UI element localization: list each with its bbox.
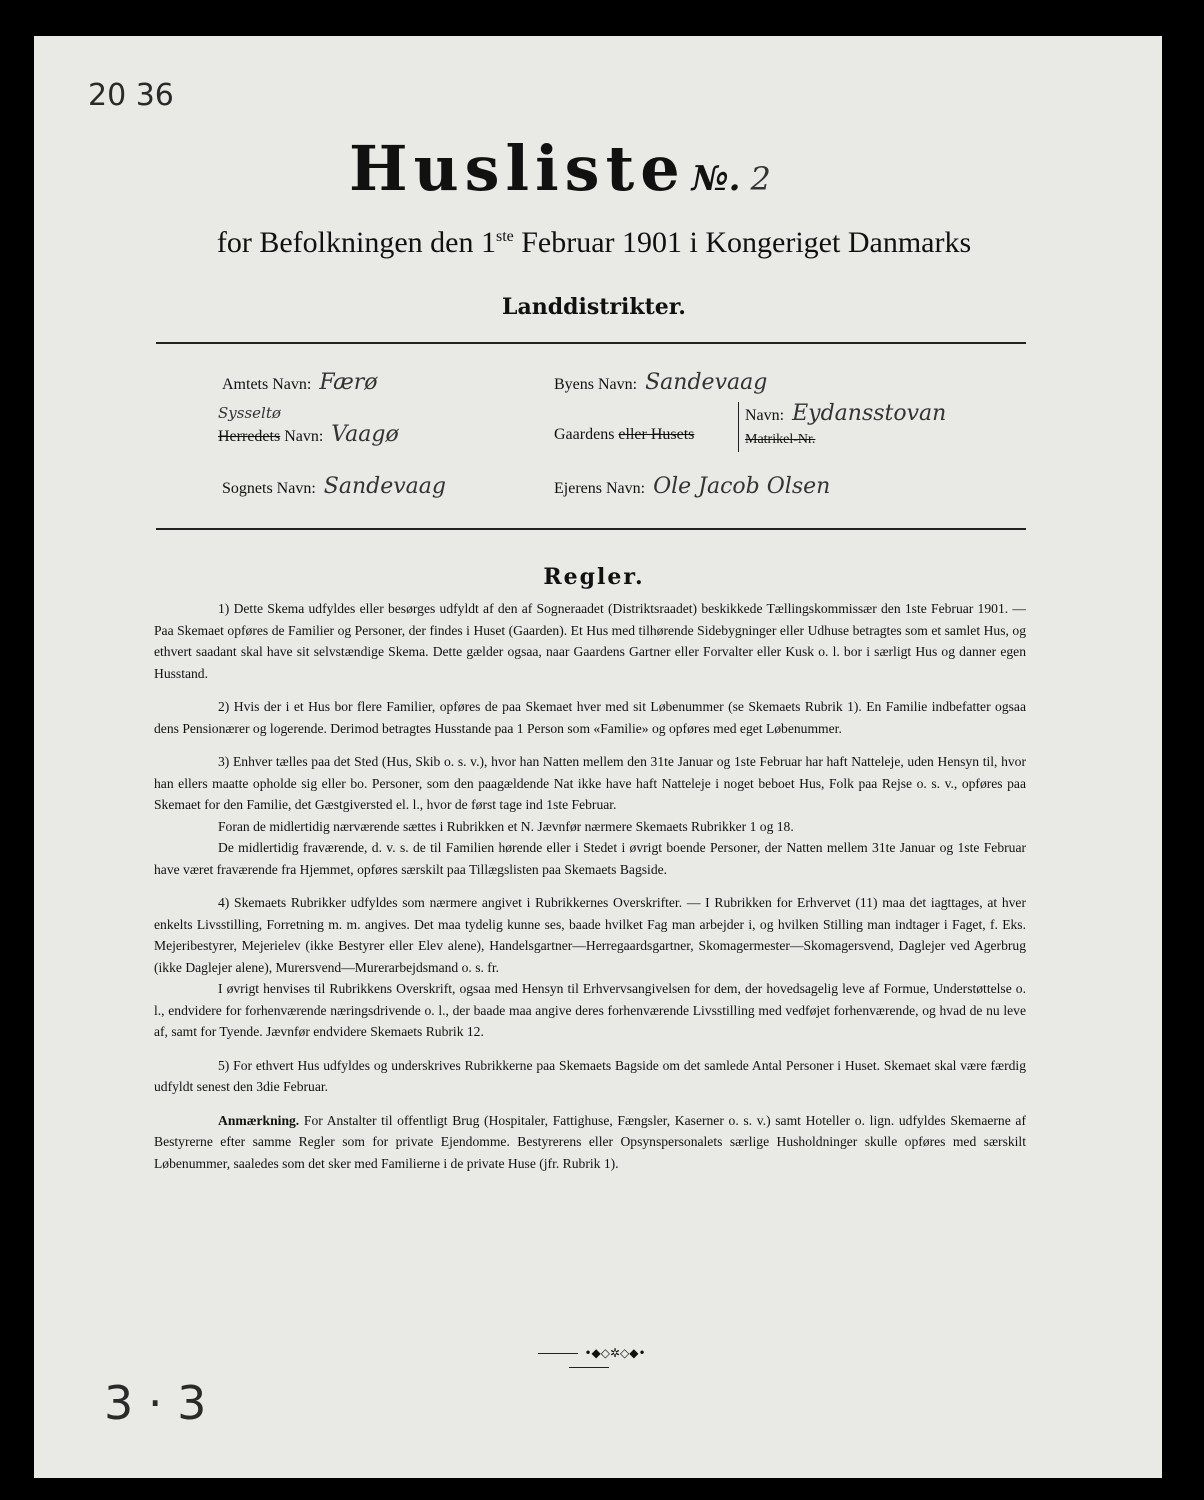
- annotation-label: Anmærkning.: [218, 1112, 300, 1128]
- navn-field: [738, 402, 946, 452]
- gaard-label-struck: eller Husets: [618, 426, 695, 443]
- form-subtitle: [164, 226, 1024, 260]
- form-subsubtitle: Landdistrikter.: [502, 294, 686, 320]
- gaard-field: [554, 426, 694, 444]
- ejer-label: Ejerens Navn:: [554, 480, 646, 497]
- annotation-note: [154, 1110, 1026, 1175]
- ejer-value: Ole Jacob Olsen: [653, 474, 831, 499]
- ornament-glyphs: •◆◇✲◇◆•: [584, 1346, 646, 1360]
- subtitle-post: Februar 1901 i Kongeriget Danmarks: [513, 226, 972, 259]
- subtitle-sup: ste: [495, 228, 514, 245]
- ejer-field: [554, 474, 830, 499]
- amt-label: Amtets Navn:: [222, 376, 312, 393]
- herred-label: Navn:: [284, 428, 324, 445]
- form-title: [349, 132, 909, 205]
- rules-heading: Regler.: [543, 564, 645, 590]
- top-divider: [156, 342, 1026, 344]
- rule-2: 2) Hvis der i et Hus bor flere Familier, opføres de paa Skemaet hver med sit Løbenummer (se Skemaets Rubrik 1). En Familie indbefatter ogsaa dens Pensionærer og logerende. Derimod betragtes Husstande paa 1 Person som «Familie» og opføres med eget Løbenummer.: [154, 699, 1026, 736]
- rule-3b: Foran de midlertidig nærværende sættes i Rubrikken et N. Jævnfør nærmere Skemaets Rubrikker 1 og 18.: [218, 818, 794, 834]
- amt-field: [222, 370, 378, 395]
- number-sign: №.: [691, 159, 741, 199]
- sogn-value: Sandevaag: [323, 474, 446, 499]
- annotation-text: For Anstalter til offentligt Brug (Hospitaler, Fattighuse, Fængsler, Kaserner o. s. v.) samt Hoteller o. lign. udfyldes Skemaerne af Bestyrerne efter samme Regler som for private Ejendomme. Bestyrerens eller Opsynspersonalets særlige Husholdninger skulle opføres med særskilt Løbenummer, saaledes som det sker med Familierne i de private Huse (jfr. Rubrik 1).: [154, 1112, 1026, 1171]
- herred-field: [218, 404, 399, 447]
- herred-label-struck: Herredets: [218, 428, 281, 445]
- pencil-annotation-bottom: 3 · 3: [104, 1376, 207, 1430]
- by-value: Sandevaag: [645, 370, 768, 395]
- gaard-label: Gaardens: [554, 426, 615, 443]
- subtitle-pre: for Befolkningen den 1: [216, 226, 496, 259]
- rule-4b: I øvrigt henvises til Rubrikkens Overskrift, ogsaa med Hensyn til Erhvervsangivelsen for dem, der hovedsagelig leve af Formue, Understøttelse o. l., endvidere for forhenværende næringsdrivende o. l., der baade maa angive deres forhenværende Livsstilling med vedføjet forhenværende, og hvad de nu leve af, samt for Tyende. Jævnfør endvidere Skemaets Rubrik 12.: [154, 981, 1026, 1039]
- rule-3: 3) Enhver tælles paa det Sted (Hus, Skib o. s. v.), hvor han Natten mellem den 31te Januar og 1ste Februar har haft Natteleje, uden Hensyn til, hvor han ellers maatte opholde sig eller bo. Personer, som den paagældende Nat ikke have haft Natteleje i noget beboet Hus, Folk paa Rejse o. s. v., opføres paa Skemaet for den Familie, det Gæstgiversted el. l., hvor de først tage ind 1ste Februar.: [154, 754, 1026, 812]
- census-sheet: [34, 36, 1162, 1478]
- rule-3c: De midlertidig fraværende, d. v. s. de til Familien hørende eller i Stedet i øvrigt boende Personer, der Natten mellem 31te Januar og 1ste Februar have været fraværende fra Hjemmet, opføres særskilt paa Tillægslisten paa Skemaets Bagside.: [154, 840, 1026, 877]
- rules-body: [154, 598, 1026, 1186]
- amt-value: Færø: [319, 370, 378, 395]
- by-field: [554, 370, 767, 395]
- sogn-label: Sognets Navn:: [222, 480, 316, 497]
- matrikel-struck: Matrikel-Nr.: [745, 432, 816, 447]
- sogn-field: [222, 474, 446, 499]
- pencil-annotation-top: 20 36: [88, 78, 174, 113]
- rule-5: 5) For ethvert Hus udfyldes og underskrives Rubrikkerne paa Skemaets Bagside om det samlede Antal Personer i Huset. Skemaet skal være færdig udfyldt senest den 3die Februar.: [154, 1057, 1026, 1094]
- ornament-divider: [514, 1346, 664, 1374]
- by-label: Byens Navn:: [554, 376, 638, 393]
- title-text: Husliste: [349, 132, 686, 205]
- rule-4: 4) Skemaets Rubrikker udfyldes som nærmere angivet i Rubrikkernes Overskrifter. — I Rubrikken for Erhvervet (11) maa det iagttages, at hver enkelts Livsstilling, Forretning m. m. angives. Det maa tydelig kunne ses, baade hvilket Fag man arbejder i, og hvilken Stilling man indtager i Faget, f. Eks. Mejeribestyrer, Mejerielev (ikke Bestyrer eller Elev alene), Handelsgartner—Herregaardsgartner, Skomagermester—Skomagersvend, Daglejer ved Agerbrug (ikke Daglejer alene), Murersvend—Murerarbejdsmand o. s. fr.: [154, 895, 1026, 975]
- navn-value: Eydansstovan: [792, 401, 947, 426]
- herred-value: Vaagø: [331, 422, 399, 447]
- navn-label: Navn:: [745, 407, 785, 424]
- rule-1: 1) Dette Skema udfyldes eller besørges udfyldt af den af Sogneraadet (Distriktsraadet) beskikkede Tællingskommissær den 1ste Februar 1901. — Paa Skemaet opføres de Familier og Personer, der findes i Huset (Gaarden). Et Hus med tilhørende Sidebygninger eller Udhuse betragtes som et samlet Hus, og ethvert saadant skal have sit selvstændige Skema. Dette gælder ogsaa, naar Gaardens Gartner eller Forvalter eller Kusk o. l. bor i særligt Hus og danner egen Husstand.: [154, 601, 1026, 681]
- herred-handwritten: Sysseltø: [218, 404, 281, 422]
- bottom-divider: [156, 528, 1026, 530]
- house-number: 2: [750, 160, 771, 198]
